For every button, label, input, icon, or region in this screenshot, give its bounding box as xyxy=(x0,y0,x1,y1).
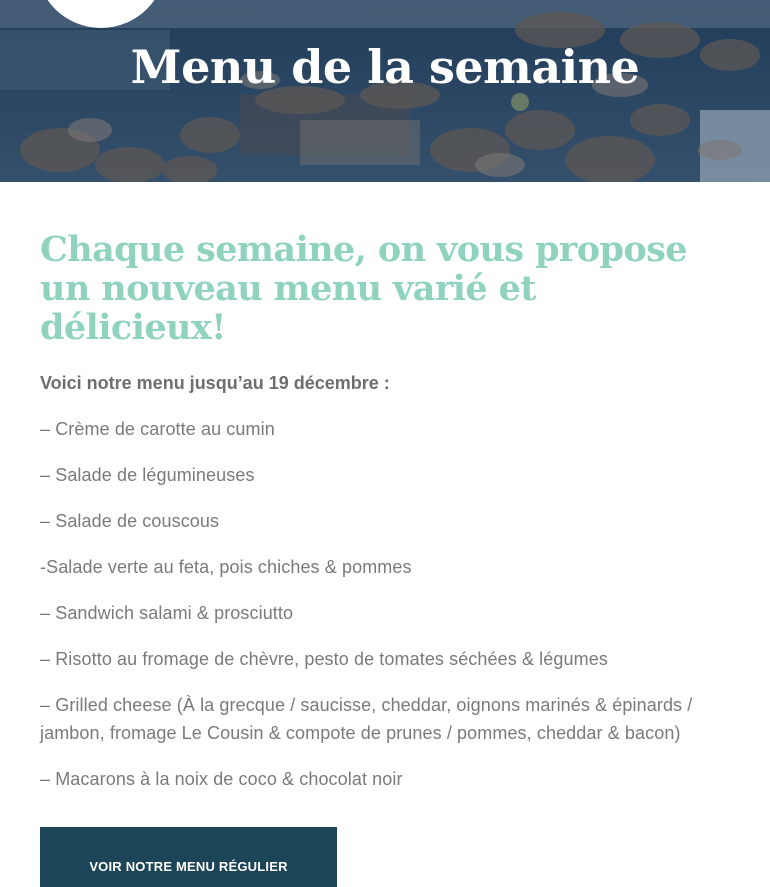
page-title: Menu de la semaine xyxy=(130,40,640,94)
section-headline: Chaque semaine, on vous propose un nouveau menu varié et délicieux! xyxy=(40,229,687,348)
menu-item: – Salade de couscous xyxy=(40,511,220,531)
menu-item: – Macarons à la noix de coco & chocolat noir xyxy=(40,769,403,789)
menu-item: -Salade verte au feta, pois chiches & pommes xyxy=(40,557,412,577)
menu-intro: Voici notre menu jusqu’au 19 décembre : xyxy=(40,373,390,393)
menu-item: – Crème de carotte au cumin xyxy=(40,419,275,439)
main-content xyxy=(0,182,770,887)
menu-item: – Sandwich salami & prosciutto xyxy=(40,603,294,623)
menu-item: – Grilled cheese (À la grecque / saucisse, cheddar, oignons marinés & épinards / jambon, fromage Le Cousin & compote de prunes / pommes, cheddar & bacon) xyxy=(40,695,693,743)
menu-list xyxy=(40,415,730,793)
regular-menu-button[interactable]: VOIR NOTRE MENU RÉGULIER xyxy=(40,827,337,887)
menu-item: – Risotto au fromage de chèvre, pesto de tomates séchées & légumes xyxy=(40,649,608,669)
menu-item: – Salade de légumineuses xyxy=(40,465,255,485)
hero-banner xyxy=(0,0,770,182)
